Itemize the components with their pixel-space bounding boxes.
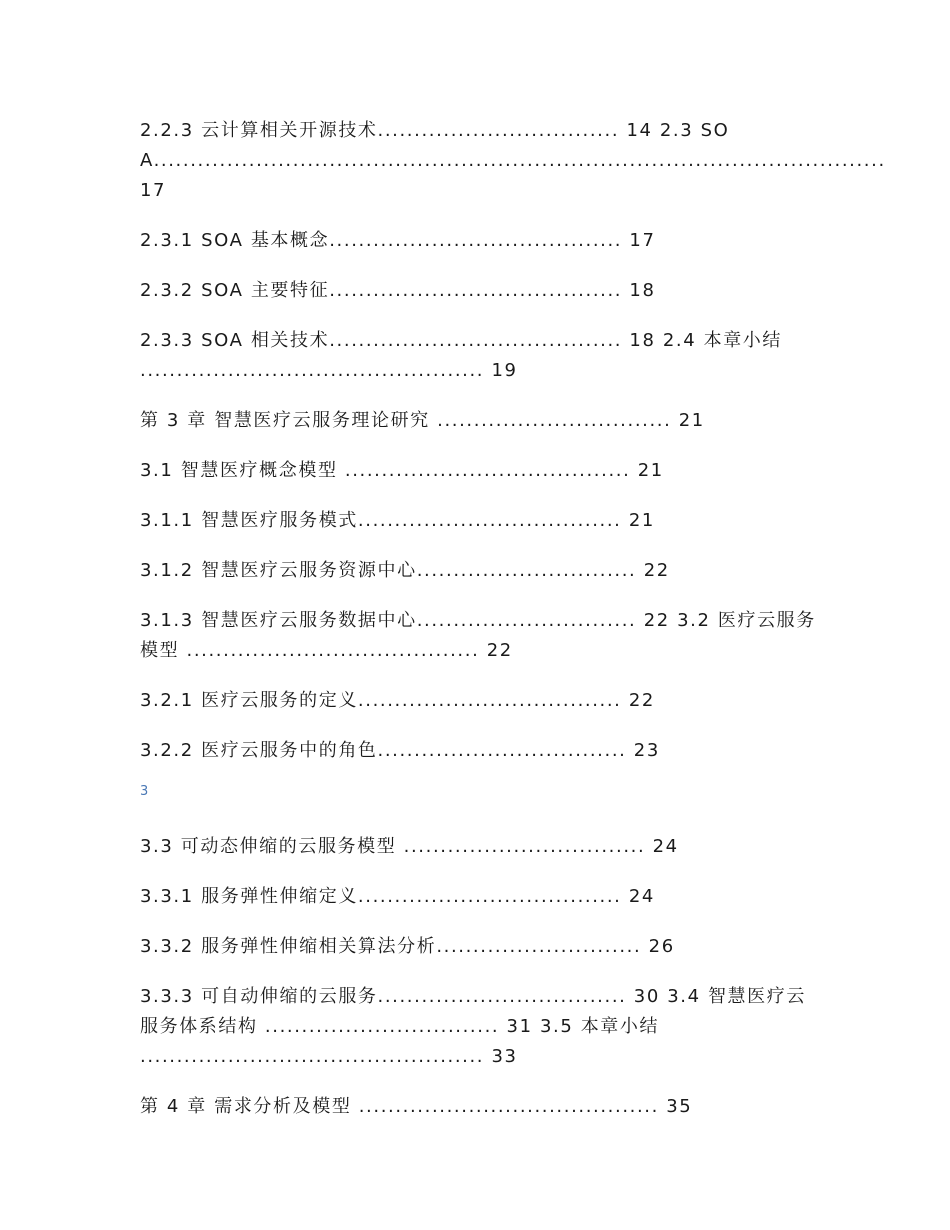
toc-entry-3-1-3[interactable]: 3.1.3 智慧医疗云服务数据中心.............................. 22 3.2 医疗云服务模型 ........................................ 22 — [140, 610, 816, 661]
page-number: 3 — [140, 784, 149, 799]
toc-entry-2-3-2[interactable]: 2.3.2 SOA 主要特征........................................ 18 — [140, 280, 656, 301]
toc-entry-3-1[interactable]: 3.1 智慧医疗概念模型 ....................................... 21 — [140, 460, 664, 481]
toc-entry-3-3-2[interactable]: 3.3.2 服务弹性伸缩相关算法分析............................ 26 — [140, 936, 675, 957]
toc-entry-3-1-2[interactable]: 3.1.2 智慧医疗云服务资源中心.............................. 22 — [140, 560, 670, 581]
toc-entry-chapter-3[interactable]: 第 3 章 智慧医疗云服务理论研究 ................................ 21 — [140, 410, 705, 431]
toc-entry-3-3-3[interactable]: 3.3.3 可自动伸缩的云服务.................................. 30 3.4 智慧医疗云服务体系结构 ................................ 31 3.5 本章小结 ............................................... 33 — [140, 986, 806, 1067]
toc-entry-2-3-1[interactable]: 2.3.1 SOA 基本概念........................................ 17 — [140, 230, 656, 251]
toc-entry-3-2-1[interactable]: 3.2.1 医疗云服务的定义.................................... 22 — [140, 690, 655, 711]
table-of-contents — [140, 116, 894, 1142]
toc-entry-3-2-2[interactable]: 3.2.2 医疗云服务中的角色.................................. 23 — [140, 740, 660, 761]
toc-entry-3-3[interactable]: 3.3 可动态伸缩的云服务模型 ................................. 24 — [140, 836, 679, 857]
toc-entry-2-2-3[interactable]: 2.2.3 云计算相关开源技术................................. 14 2.3 SOA.................................................................................................... 17 — [140, 120, 894, 201]
toc-entry-3-1-1[interactable]: 3.1.1 智慧医疗服务模式.................................... 21 — [140, 510, 655, 531]
toc-entry-3-3-1[interactable]: 3.3.1 服务弹性伸缩定义.................................... 24 — [140, 886, 655, 907]
toc-entry-2-3-3[interactable]: 2.3.3 SOA 相关技术........................................ 18 2.4 本章小结 ............................................... 19 — [140, 330, 790, 381]
toc-entry-chapter-4[interactable]: 第 4 章 需求分析及模型 ......................................... 35 — [140, 1096, 693, 1117]
